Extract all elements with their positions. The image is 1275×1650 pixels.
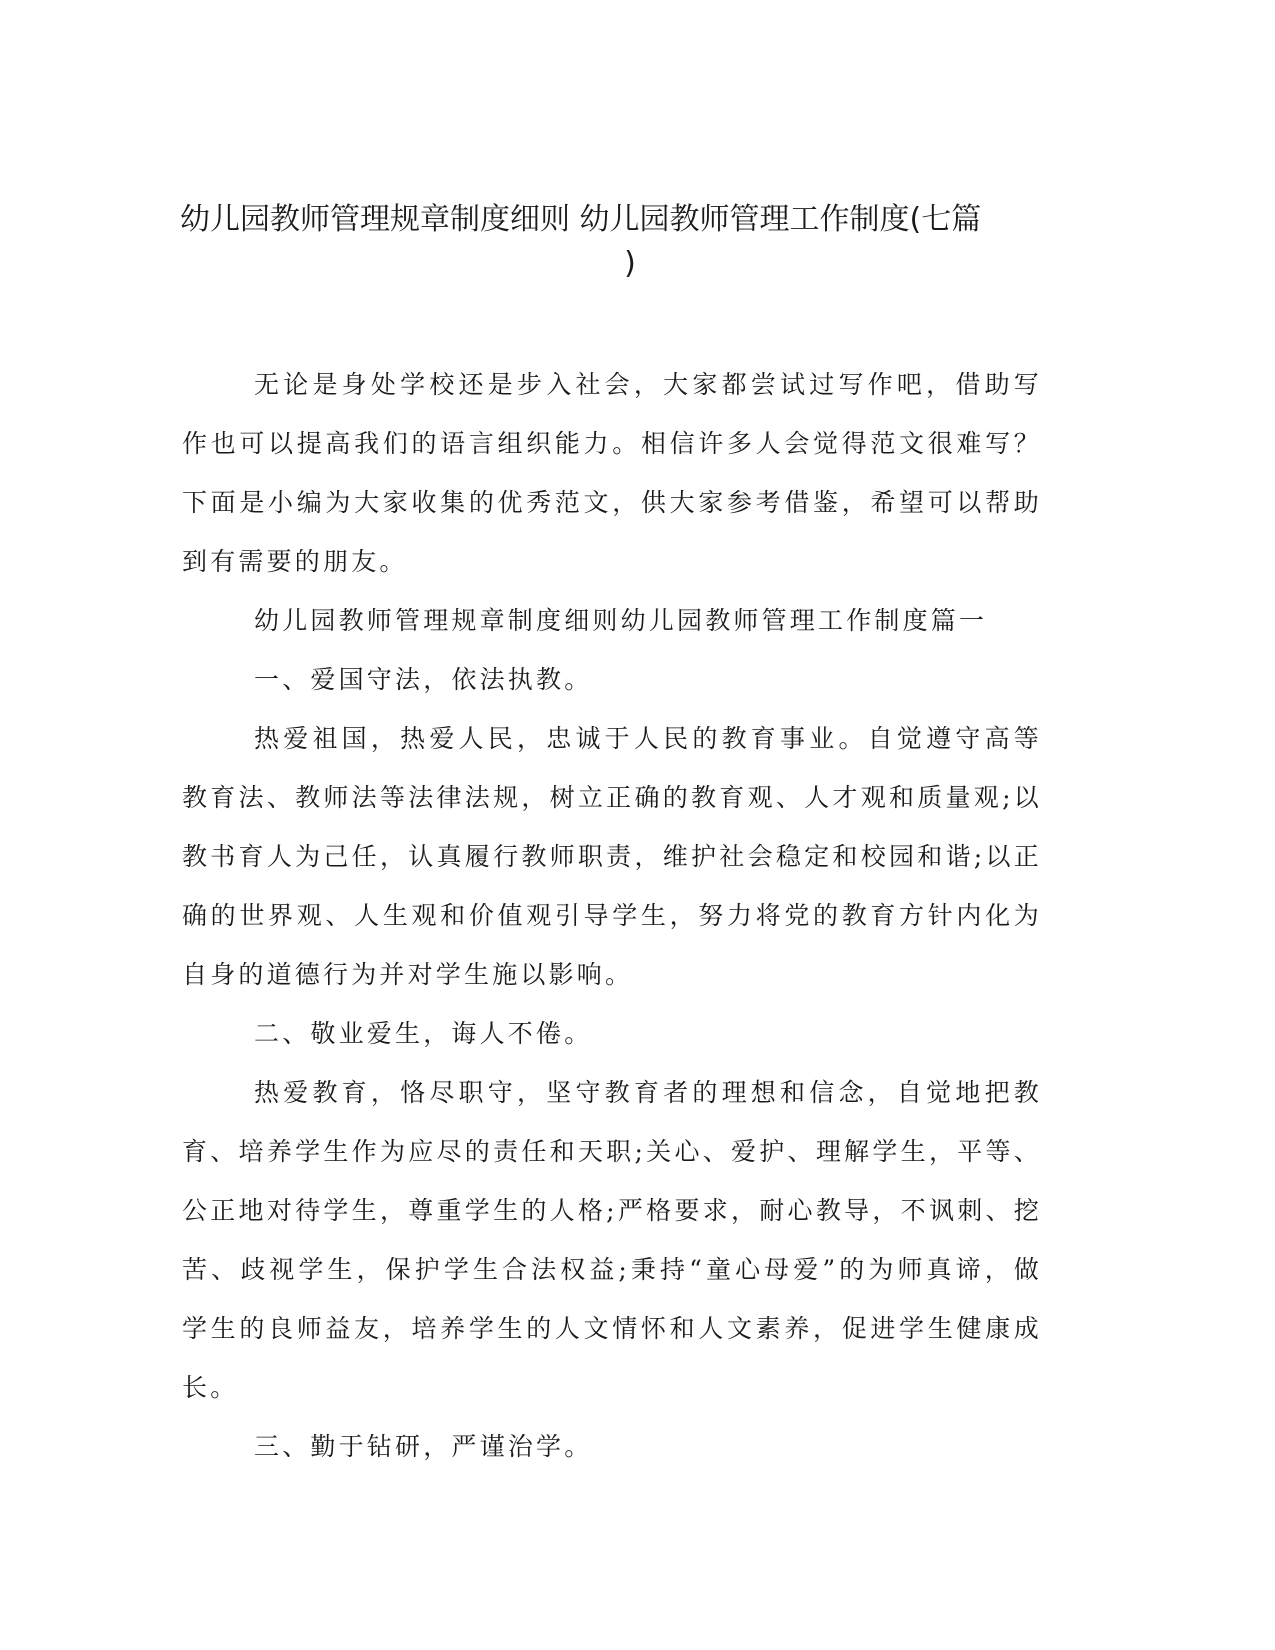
article-body-1: 热爱祖国，热爱人民，忠诚于人民的教育事业。自觉遵守高等教育法、教师法等法律法规，树立正确的教育观、人才观和质量观;以教书育人为己任，认真履行教师职责，维护社会稳定和校园和谐;以正确的世界观、人生观和价值观引导学生，努力将党的教育方针内化为自身的道德行为并对学生施以影响。 <box>182 724 1042 989</box>
document-body <box>182 355 1042 1476</box>
section-heading: 幼儿园教师管理规章制度细则幼儿园教师管理工作制度篇一 <box>254 606 988 635</box>
article-heading-1: 一、爱国守法，依法执教。 <box>254 665 593 694</box>
title-line-2: ) <box>624 246 636 281</box>
article-heading-2: 二、敬业爱生，诲人不倦。 <box>254 1019 593 1048</box>
article-heading-3: 三、勤于钻研，严谨治学。 <box>254 1432 593 1461</box>
document-title <box>180 198 1080 286</box>
article-body-2: 热爱教育，恪尽职守，坚守教育者的理想和信念，自觉地把教育、培养学生作为应尽的责任和天职;关心、爱护、理解学生，平等、公正地对待学生，尊重学生的人格;严格要求，耐心教导，不讽刺、挖苦、歧视学生，保护学生合法权益;秉持“童心母爱”的为师真谛，做学生的良师益友，培养学生的人文情怀和人文素养，促进学生健康成长。 <box>182 1078 1042 1402</box>
intro-paragraph: 无论是身处学校还是步入社会，大家都尝试过写作吧，借助写作也可以提高我们的语言组织能力。相信许多人会觉得范文很难写？下面是小编为大家收集的优秀范文，供大家参考借鉴，希望可以帮助到有需要的朋友。 <box>182 370 1042 576</box>
title-line-1: 幼儿园教师管理规章制度细则 幼儿园教师管理工作制度(七篇 <box>180 202 982 237</box>
